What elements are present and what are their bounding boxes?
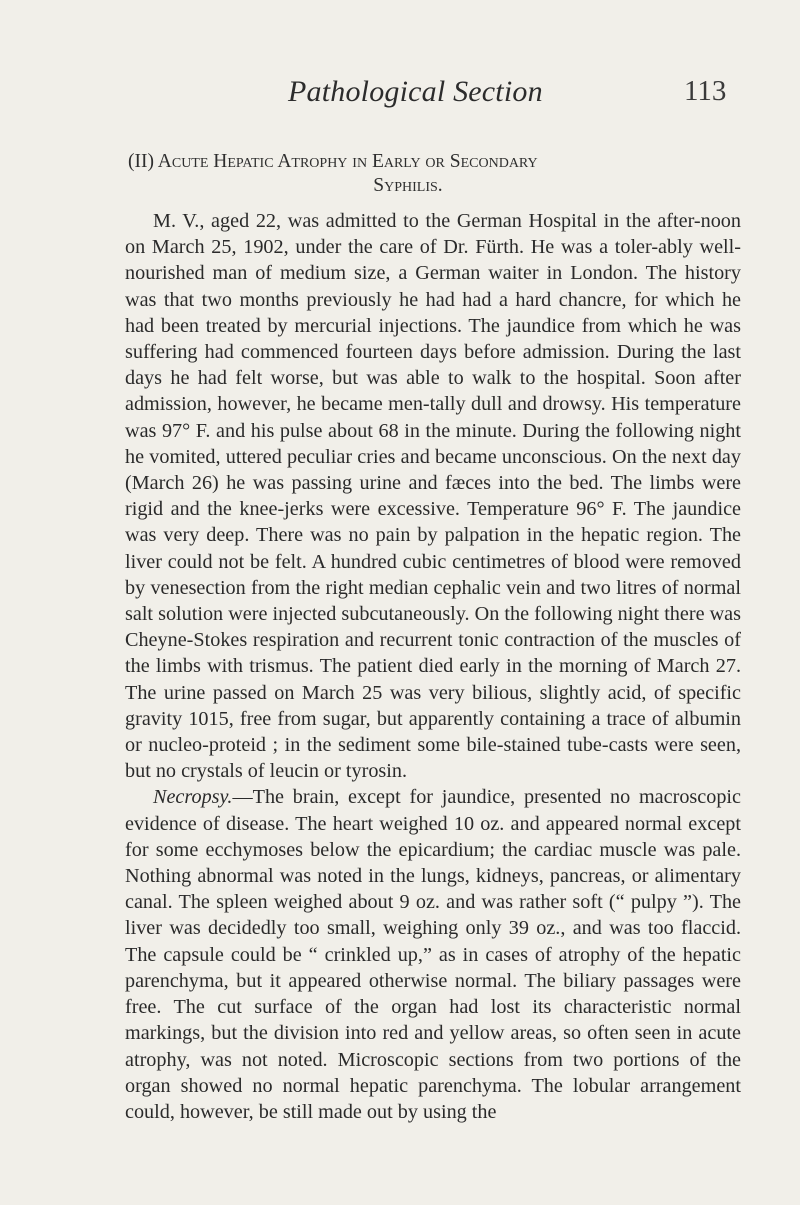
running-head <box>0 75 800 115</box>
body-text <box>125 208 741 1125</box>
section-heading <box>128 150 728 198</box>
case-history-paragraph: M. V., aged 22, was admitted to the German Hospital in the after-noon on March 25, 1902, under the care of Dr. Fürth. He was a toler-ably well-nourished man of medium size, a German waiter in London. The history was that two months previously he had had a hard chancre, for which he had been treated by mercurial injections. The jaundice from which he was suffering had commenced fourteen days before admission. During the last days he had felt worse, but was able to walk to the hospital. Soon after admission, however, he became men-tally dull and drowsy. His temperature was 97° F. and his pulse about 68 in the minute. During the following night he vomited, uttered peculiar cries and became unconscious. On the next day (March 26) he was passing urine and fæces into the bed. The limbs were rigid and the knee-jerks were excessive. Temperature 96° F. The jaundice was very deep. There was no pain by palpation in the hepatic region. The liver could not be felt. A hundred cubic centimetres of blood were removed by venesection from the right median cephalic vein and two litres of normal salt solution were injected subcutaneously. On the following night there was Cheyne-Stokes respiration and recurrent tonic contraction of the muscles of the limbs with trismus. The patient died early in the morning of March 27. The urine passed on March 25 was very bilious, slightly acid, of specific gravity 1015, free from sugar, but apparently containing a trace of albumin or nucleo-proteid ; in the sediment some bile-stained tube-casts were seen, but no crystals of leucin or tyrosin. <box>125 210 741 783</box>
page-number: 113 <box>684 75 727 107</box>
running-title: Pathological Section <box>288 75 543 108</box>
necropsy-text: —The brain, except for jaundice, presented no macroscopic evidence of disease. The heart weighed 10 oz. and appeared normal except for some ecchymoses below the epicardium; the cardiac muscle was pale. Nothing abnormal was noted in the lungs, kidneys, pancreas, or alimentary canal. The spleen weighed about 9 oz. and was rather soft (“ pulpy ”). The liver was decidedly too small, weighing only 39 oz., and was too flaccid. The capsule could be “ crinkled up,” as in cases of atrophy of the hepatic parenchyma, but it appeared otherwise normal. The biliary passages were free. The cut surface of the organ had lost its characteristic normal markings, but the division into red and yellow areas, so often seen in acute atrophy, was not noted. Microscopic sections from two portions of the organ showed no normal hepatic parenchyma. The lobular arrangement could, however, be still made out by using the <box>125 786 741 1123</box>
section-heading-line-1: (II) Acute Hepatic Atrophy in Early or Secondary <box>128 151 538 172</box>
necropsy-paragraph <box>125 784 741 1125</box>
necropsy-label: Necropsy. <box>153 786 233 809</box>
section-heading-line-2: Syphilis. <box>373 175 443 196</box>
